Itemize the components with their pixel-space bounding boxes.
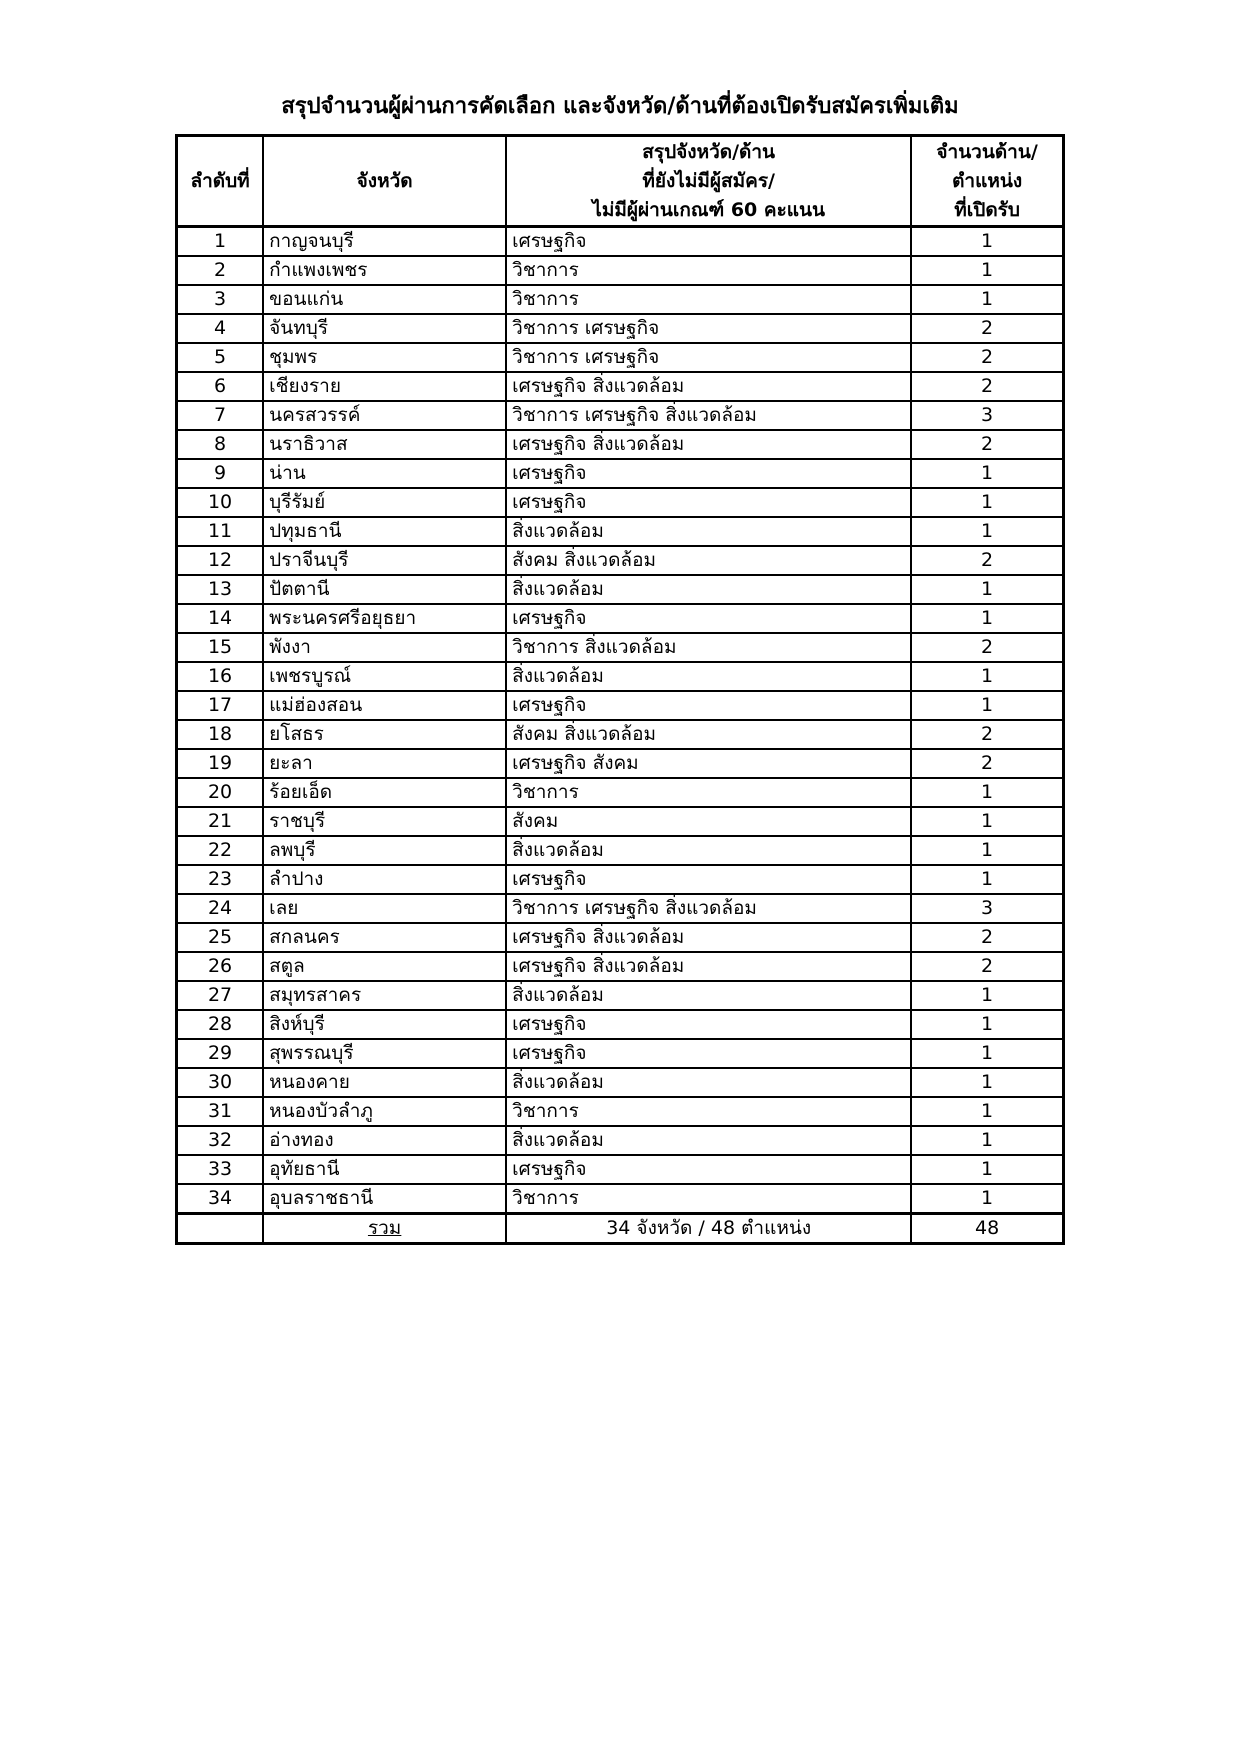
row-province: สกลนคร (263, 923, 506, 952)
total-summary: 34 จังหวัด / 48 ตำแหน่ง (506, 1214, 911, 1244)
row-count: 1 (911, 691, 1063, 720)
row-number: 18 (177, 720, 264, 749)
table-row (177, 952, 1064, 981)
row-province: อุทัยธานี (263, 1155, 506, 1184)
row-count: 3 (911, 401, 1063, 430)
table-row (177, 256, 1064, 285)
row-province: กำแพงเพชร (263, 256, 506, 285)
header-field-line-2: ที่ยังไม่มีผู้สมัคร/ (642, 169, 775, 192)
row-field: เศรษฐกิจ (506, 604, 911, 633)
row-number: 24 (177, 894, 264, 923)
row-number: 16 (177, 662, 264, 691)
row-count: 1 (911, 836, 1063, 865)
table-row (177, 459, 1064, 488)
row-province: อ่างทอง (263, 1126, 506, 1155)
table-body (177, 227, 1064, 1214)
header-count-line-3: ที่เปิดรับ (954, 198, 1020, 221)
row-count: 1 (911, 1184, 1063, 1214)
row-province: ยะลา (263, 749, 506, 778)
row-field: วิชาการ สิ่งแวดล้อม (506, 633, 911, 662)
row-province: นครสวรรค์ (263, 401, 506, 430)
row-field: สิ่งแวดล้อม (506, 836, 911, 865)
row-count: 1 (911, 1010, 1063, 1039)
table-row (177, 1126, 1064, 1155)
row-province: กาญจนบุรี (263, 227, 506, 257)
row-count: 1 (911, 778, 1063, 807)
row-field: สิ่งแวดล้อม (506, 575, 911, 604)
header-count (911, 136, 1063, 227)
row-number: 33 (177, 1155, 264, 1184)
row-field: สังคม สิ่งแวดล้อม (506, 720, 911, 749)
row-number: 34 (177, 1184, 264, 1214)
table-row (177, 923, 1064, 952)
table-row (177, 807, 1064, 836)
row-number: 28 (177, 1010, 264, 1039)
table-row (177, 894, 1064, 923)
row-number: 7 (177, 401, 264, 430)
row-field: เศรษฐกิจ สิ่งแวดล้อม (506, 923, 911, 952)
row-province: พังงา (263, 633, 506, 662)
table-row (177, 488, 1064, 517)
row-count: 1 (911, 1068, 1063, 1097)
table-header (177, 136, 1064, 227)
row-province: เชียงราย (263, 372, 506, 401)
row-count: 1 (911, 285, 1063, 314)
row-number: 26 (177, 952, 264, 981)
row-field: เศรษฐกิจ (506, 227, 911, 257)
row-province: ลพบุรี (263, 836, 506, 865)
row-count: 3 (911, 894, 1063, 923)
total-label-text: รวม (367, 1217, 402, 1239)
row-number: 3 (177, 285, 264, 314)
row-field: เศรษฐกิจ สิ่งแวดล้อม (506, 952, 911, 981)
row-number: 10 (177, 488, 264, 517)
table-row (177, 1039, 1064, 1068)
row-count: 2 (911, 633, 1063, 662)
row-field: เศรษฐกิจ (506, 1010, 911, 1039)
row-field: สังคม (506, 807, 911, 836)
row-province: อุบลราชธานี (263, 1184, 506, 1214)
row-province: พระนครศรีอยุธยา (263, 604, 506, 633)
row-count: 1 (911, 227, 1063, 257)
table-row (177, 836, 1064, 865)
header-count-line-1: จำนวนด้าน/ (936, 140, 1038, 163)
table-row (177, 981, 1064, 1010)
row-field: เศรษฐกิจ (506, 488, 911, 517)
row-province: สตูล (263, 952, 506, 981)
row-province: บุรีรัมย์ (263, 488, 506, 517)
table-row (177, 1097, 1064, 1126)
row-count: 1 (911, 517, 1063, 546)
table-footer (177, 1214, 1064, 1244)
table-row (177, 517, 1064, 546)
row-field: สิ่งแวดล้อม (506, 1068, 911, 1097)
row-province: ยโสธร (263, 720, 506, 749)
row-province: สิงห์บุรี (263, 1010, 506, 1039)
row-province: เลย (263, 894, 506, 923)
row-number: 27 (177, 981, 264, 1010)
header-field-line-1: สรุปจังหวัด/ด้าน (642, 140, 776, 163)
row-field: วิชาการ เศรษฐกิจ (506, 314, 911, 343)
row-province: ราชบุรี (263, 807, 506, 836)
row-number: 32 (177, 1126, 264, 1155)
table-row (177, 662, 1064, 691)
row-count: 1 (911, 256, 1063, 285)
table-row (177, 778, 1064, 807)
row-count: 1 (911, 1097, 1063, 1126)
row-count: 1 (911, 575, 1063, 604)
row-field: สิ่งแวดล้อม (506, 981, 911, 1010)
row-count: 2 (911, 343, 1063, 372)
row-field: เศรษฐกิจ (506, 459, 911, 488)
row-province: หนองบัวลำภู (263, 1097, 506, 1126)
row-count: 2 (911, 372, 1063, 401)
row-number: 21 (177, 807, 264, 836)
table-row (177, 720, 1064, 749)
row-count: 2 (911, 749, 1063, 778)
row-province: น่าน (263, 459, 506, 488)
row-count: 2 (911, 314, 1063, 343)
row-number: 9 (177, 459, 264, 488)
row-number: 13 (177, 575, 264, 604)
row-number: 14 (177, 604, 264, 633)
table-row (177, 575, 1064, 604)
table-row (177, 430, 1064, 459)
row-number: 4 (177, 314, 264, 343)
row-field: เศรษฐกิจ (506, 691, 911, 720)
row-field: เศรษฐกิจ (506, 865, 911, 894)
table-row (177, 604, 1064, 633)
row-number: 5 (177, 343, 264, 372)
header-row (177, 136, 1064, 227)
header-no: ลำดับที่ (177, 136, 264, 227)
row-number: 6 (177, 372, 264, 401)
row-count: 1 (911, 865, 1063, 894)
row-number: 23 (177, 865, 264, 894)
row-field: สิ่งแวดล้อม (506, 517, 911, 546)
row-field: สิ่งแวดล้อม (506, 1126, 911, 1155)
row-province: ชุมพร (263, 343, 506, 372)
row-count: 1 (911, 662, 1063, 691)
table-row (177, 401, 1064, 430)
row-field: เศรษฐกิจ สังคม (506, 749, 911, 778)
row-field: วิชาการ (506, 256, 911, 285)
row-field: วิชาการ (506, 778, 911, 807)
row-count: 1 (911, 488, 1063, 517)
row-count: 1 (911, 807, 1063, 836)
row-province: เพชรบูรณ์ (263, 662, 506, 691)
row-field: เศรษฐกิจ (506, 1155, 911, 1184)
header-field (506, 136, 911, 227)
table-row (177, 865, 1064, 894)
row-province: แม่ฮ่องสอน (263, 691, 506, 720)
row-count: 1 (911, 1155, 1063, 1184)
row-field: วิชาการ (506, 1097, 911, 1126)
row-field: วิชาการ (506, 285, 911, 314)
header-province: จังหวัด (263, 136, 506, 227)
row-province: ขอนแก่น (263, 285, 506, 314)
row-field: เศรษฐกิจ สิ่งแวดล้อม (506, 430, 911, 459)
row-count: 2 (911, 923, 1063, 952)
row-field: วิชาการ (506, 1184, 911, 1214)
row-number: 2 (177, 256, 264, 285)
table-row (177, 285, 1064, 314)
table-row (177, 372, 1064, 401)
total-count: 48 (911, 1214, 1063, 1244)
row-count: 2 (911, 720, 1063, 749)
table-row (177, 343, 1064, 372)
row-number: 11 (177, 517, 264, 546)
table-row (177, 314, 1064, 343)
row-number: 29 (177, 1039, 264, 1068)
row-province: ร้อยเอ็ด (263, 778, 506, 807)
row-count: 1 (911, 1126, 1063, 1155)
table-row (177, 1155, 1064, 1184)
row-province: หนองคาย (263, 1068, 506, 1097)
table-row (177, 1010, 1064, 1039)
row-province: ลำปาง (263, 865, 506, 894)
page-title: สรุปจำนวนผู้ผ่านการคัดเลือก และจังหวัด/ด้านที่ต้องเปิดรับสมัครเพิ่มเติม (281, 94, 959, 119)
row-field: สิ่งแวดล้อม (506, 662, 911, 691)
total-row (177, 1214, 1064, 1244)
row-number: 1 (177, 227, 264, 257)
row-count: 2 (911, 430, 1063, 459)
row-number: 22 (177, 836, 264, 865)
row-field: วิชาการ เศรษฐกิจ สิ่งแวดล้อม (506, 894, 911, 923)
row-number: 15 (177, 633, 264, 662)
total-empty-cell (177, 1214, 264, 1244)
row-number: 25 (177, 923, 264, 952)
table-row (177, 546, 1064, 575)
row-number: 20 (177, 778, 264, 807)
row-count: 1 (911, 1039, 1063, 1068)
row-field: วิชาการ เศรษฐกิจ (506, 343, 911, 372)
table-row (177, 1068, 1064, 1097)
row-number: 19 (177, 749, 264, 778)
row-province: จันทบุรี (263, 314, 506, 343)
row-field: เศรษฐกิจ (506, 1039, 911, 1068)
table-row (177, 227, 1064, 257)
row-province: ปทุมธานี (263, 517, 506, 546)
row-count: 1 (911, 459, 1063, 488)
header-count-line-2: ตำแหน่ง (952, 169, 1023, 192)
row-number: 17 (177, 691, 264, 720)
row-number: 12 (177, 546, 264, 575)
row-count: 2 (911, 952, 1063, 981)
row-number: 30 (177, 1068, 264, 1097)
total-label (263, 1214, 506, 1244)
row-province: ปราจีนบุรี (263, 546, 506, 575)
summary-table (175, 134, 1065, 1245)
row-province: สมุทรสาคร (263, 981, 506, 1010)
table-row (177, 749, 1064, 778)
row-count: 1 (911, 981, 1063, 1010)
row-field: วิชาการ เศรษฐกิจ สิ่งแวดล้อม (506, 401, 911, 430)
table-row (177, 633, 1064, 662)
row-field: สังคม สิ่งแวดล้อม (506, 546, 911, 575)
row-count: 2 (911, 546, 1063, 575)
row-province: นราธิวาส (263, 430, 506, 459)
row-province: สุพรรณบุรี (263, 1039, 506, 1068)
table-row (177, 1184, 1064, 1214)
table-row (177, 691, 1064, 720)
row-number: 31 (177, 1097, 264, 1126)
row-province: ปัตตานี (263, 575, 506, 604)
row-number: 8 (177, 430, 264, 459)
row-count: 1 (911, 604, 1063, 633)
row-field: เศรษฐกิจ สิ่งแวดล้อม (506, 372, 911, 401)
header-field-line-3: ไม่มีผู้ผ่านเกณฑ์ 60 คะแนน (592, 198, 826, 221)
